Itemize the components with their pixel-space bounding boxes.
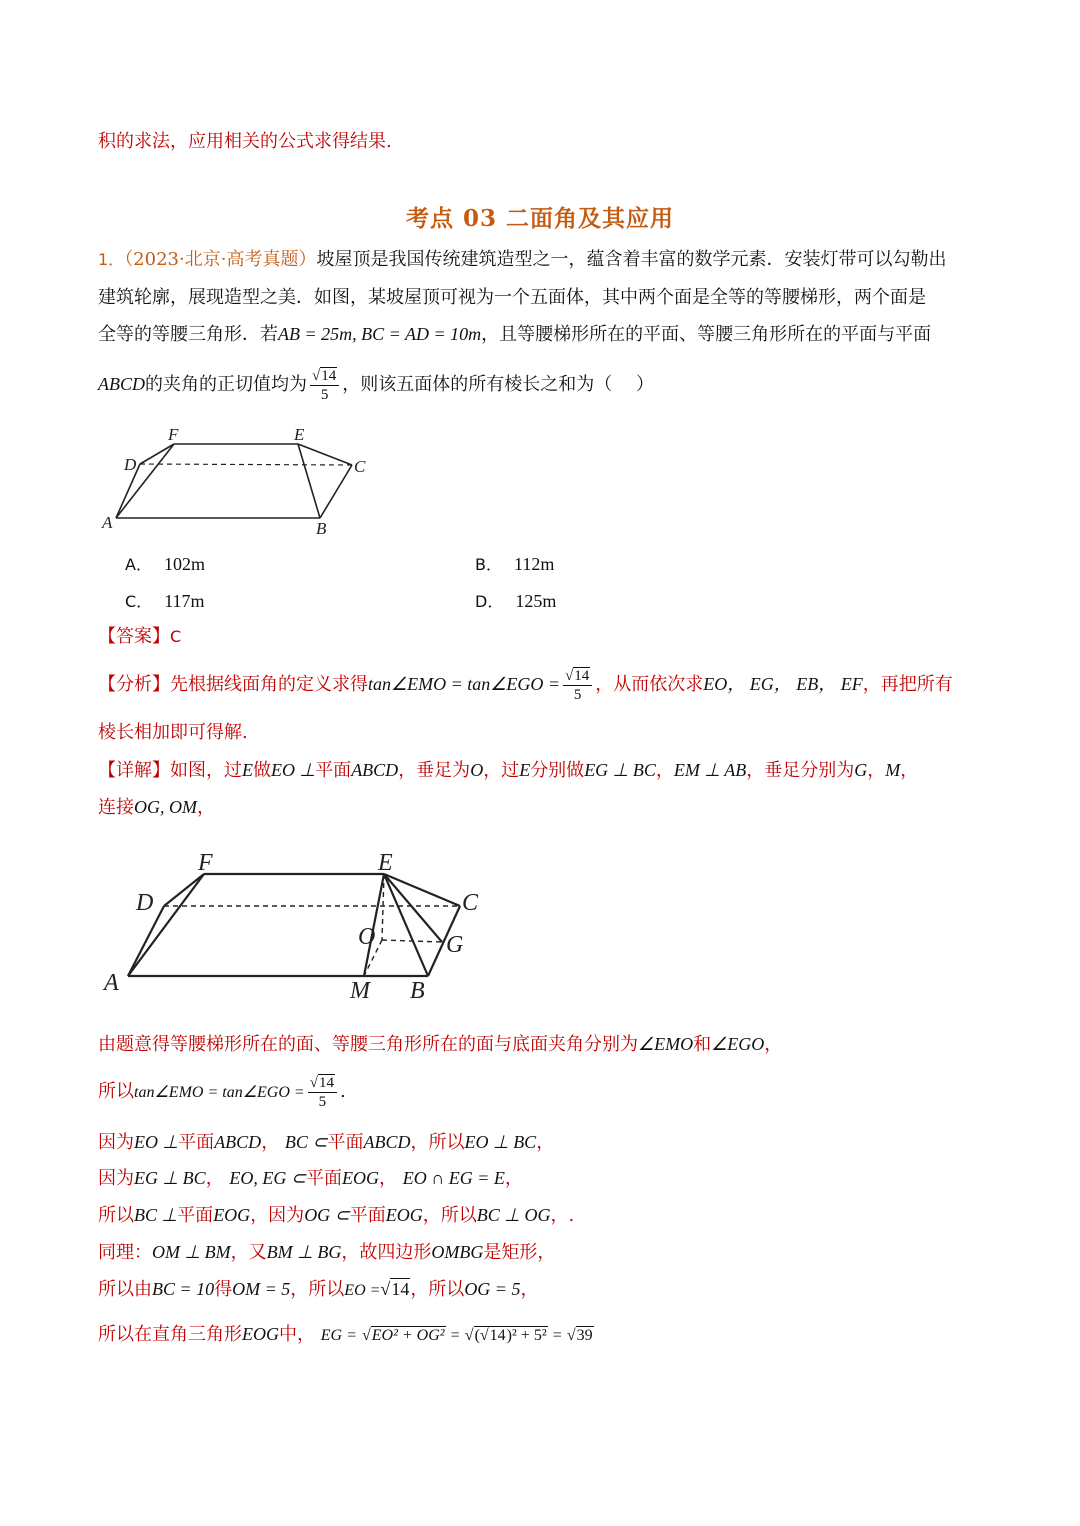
question-text-3a: 全等的等腰三角形．若 xyxy=(98,324,278,345)
detail-line-1-seg-11: EG ⊥ BC xyxy=(584,760,656,780)
fig1-label-B: B xyxy=(316,519,327,538)
solution-line-3-seg-6: 平面 xyxy=(327,1132,364,1153)
detail-line-1-seg-3: EO ⊥ xyxy=(271,760,316,780)
fig1-label-A: A xyxy=(102,513,113,532)
solution-fraction: $\frac{√14}{5}$ xyxy=(308,1074,337,1111)
detail-text-2a: 连接 xyxy=(98,797,134,818)
solution-line-1-content xyxy=(98,1034,782,1055)
detail-line-1-seg-18: ， xyxy=(900,760,919,781)
analysis-fraction: $\frac{√14}{5}$ xyxy=(563,667,592,704)
solution-line-3-content xyxy=(98,1132,554,1153)
detail-line-1-seg-16: ， xyxy=(867,760,886,781)
fig2-label-A: A xyxy=(104,970,119,996)
solution-line-2 xyxy=(98,1072,346,1113)
solution-line-5-seg-4: ，因为 xyxy=(250,1205,305,1226)
solution-line-6-seg-2: ，又 xyxy=(230,1242,267,1263)
solution-text-8b: 中， xyxy=(279,1324,315,1345)
solution-line-6-content xyxy=(98,1242,555,1263)
solution-line-5 xyxy=(98,1203,574,1228)
solution-math-7-2: OM = 5 xyxy=(232,1279,291,1299)
question-math-4: ABCD xyxy=(98,374,145,394)
solution-line-5-seg-3: EOG xyxy=(213,1205,251,1225)
solution-line-6-seg-4: ，故四边形 xyxy=(341,1242,432,1263)
detail-line-1-seg-8: ，过 xyxy=(483,760,520,781)
fig2-label-F: F xyxy=(198,850,213,876)
solution-math-7-4: OG = 5 xyxy=(464,1279,521,1299)
fig1-label-F: F xyxy=(168,425,179,444)
solution-period: . xyxy=(339,1081,346,1102)
fig1-label-C: C xyxy=(354,457,366,476)
solution-line-4 xyxy=(98,1166,523,1191)
detail-line-2 xyxy=(98,795,215,820)
solution-line-4-seg-4: 平面 xyxy=(306,1168,342,1189)
solution-line-4-seg-1: EG ⊥ BC xyxy=(134,1168,206,1188)
solution-line-3 xyxy=(98,1130,554,1155)
question-line-4 xyxy=(98,364,654,405)
analysis-text-b: ，从而依次求 xyxy=(595,674,704,695)
solution-math-7-1: BC = 10 xyxy=(152,1279,215,1299)
solution-line-6-seg-6: 是矩形， xyxy=(483,1242,556,1263)
analysis-line-1 xyxy=(98,664,953,705)
question-source: （2023·北京·高考真题） xyxy=(124,249,317,270)
solution-line-1-seg-0: 由题意得等腰梯形所在的面、等腰三角形所在的面与底面夹角分别为 xyxy=(98,1034,638,1055)
question-text-1: 坡屋顶是我国传统建筑造型之一，蕴含着丰富的数学元素．安装灯带可以勾勒出 xyxy=(316,249,947,270)
analysis-segments: EO， EG， EB， EF xyxy=(703,674,863,694)
solution-eg-formula: EG = √EO² + OG² = √(√14)² + 5² = √39 xyxy=(320,1327,593,1344)
fig2-label-B: B xyxy=(410,978,425,1004)
solution-line-1-seg-3: ∠EGO xyxy=(711,1034,765,1054)
question-text-3b: ，且等腰梯形所在的平面、等腰三角形所在的平面与平面 xyxy=(481,324,932,345)
fig2-label-E: E xyxy=(378,850,393,876)
option-A[interactable]: A． 102m xyxy=(125,554,205,574)
answer-line xyxy=(98,625,181,649)
solution-line-5-seg-6: 平面 xyxy=(349,1205,386,1226)
detail-label: 【详解】 xyxy=(98,760,170,781)
solution-line-5-seg-2: 平面 xyxy=(177,1205,214,1226)
question-text-4a: 的夹角的正切值均为 xyxy=(145,374,307,395)
detail-line-1 xyxy=(98,758,918,783)
solution-line-4-seg-5: EOG xyxy=(342,1168,379,1188)
analysis-tan-expr: tan∠EMO = tan∠EGO = xyxy=(368,674,561,694)
solution-line-7 xyxy=(98,1277,538,1303)
solution-line-4-seg-8: ， xyxy=(504,1168,523,1189)
answer-label: 【答案】 xyxy=(98,626,170,647)
option-D[interactable]: D． 125m xyxy=(475,591,557,611)
solution-text-8a: 所以在直角三角形 xyxy=(98,1324,242,1345)
solution-line-3-seg-1: EO ⊥ xyxy=(134,1132,179,1152)
option-B[interactable]: B． 112m xyxy=(475,554,555,574)
solution-line-5-seg-1: BC ⊥ xyxy=(134,1205,178,1225)
analysis-line-2: 棱长相加即可得解. xyxy=(98,722,248,743)
fig2-label-M: M xyxy=(350,978,370,1004)
solution-line-4-seg-0: 因为 xyxy=(98,1168,134,1189)
detail-line-1-seg-17: M xyxy=(885,760,901,780)
question-line-2: 建筑轮廓，展现造型之美．如图，某坡屋顶可视为一个五面体，其中两个面是全等的等腰梯形，两个面是 xyxy=(98,287,926,308)
solution-text-7d: ，所以 xyxy=(410,1279,465,1300)
previous-analysis-tail: 积的求法，应用相关的公式求得结果. xyxy=(98,131,392,152)
detail-line-1-content xyxy=(170,760,918,781)
detail-line-1-seg-5: ABCD xyxy=(351,760,399,780)
solution-line-3-seg-8: ，所以 xyxy=(410,1132,465,1153)
fig2-label-G: G xyxy=(446,932,464,958)
solution-line-5-seg-0: 所以 xyxy=(98,1205,134,1226)
detail-line-1-seg-4: 平面 xyxy=(315,760,352,781)
question-fraction: $\frac{√14}{5}$ xyxy=(310,367,339,404)
question-line-1 xyxy=(98,248,946,272)
solution-math-8: EOG xyxy=(242,1324,279,1344)
solution-line-3-seg-4: ， xyxy=(261,1132,285,1153)
detail-text-2b: ， xyxy=(197,797,215,818)
fig2-label-D: D xyxy=(136,890,154,916)
detail-line-1-seg-7: O xyxy=(470,760,484,780)
fig1-label-D: D xyxy=(124,455,137,474)
question-line-3 xyxy=(98,322,931,347)
question-number: 1． xyxy=(98,250,125,269)
detail-line-1-seg-12: ， xyxy=(655,760,674,781)
question-text-4b: ，则该五面体的所有棱长之和为（ ） xyxy=(342,374,654,395)
solution-sqrt-14: √14 xyxy=(380,1279,410,1299)
solution-line-1-seg-4: ， xyxy=(764,1034,783,1055)
solution-line-3-seg-3: ABCD xyxy=(214,1132,262,1152)
solution-line-5-seg-5: OG ⊂ xyxy=(304,1205,350,1225)
solution-line-3-seg-10: ， xyxy=(536,1132,555,1153)
option-C[interactable]: C． 117m xyxy=(125,591,205,611)
fig2-label-C: C xyxy=(462,890,479,916)
figure-1-pentahedron xyxy=(98,420,388,545)
solution-line-5-seg-10: ，. xyxy=(550,1205,575,1226)
figure-2-pentahedron-with-construction xyxy=(98,840,518,1010)
solution-line-5-seg-9: BC ⊥ OG xyxy=(476,1205,551,1225)
question-math-3: AB = 25m, BC = AD = 10m xyxy=(278,324,482,344)
solution-text-2a: 所以 xyxy=(98,1081,134,1102)
solution-line-3-seg-7: ABCD xyxy=(363,1132,411,1152)
solution-line-5-seg-8: ，所以 xyxy=(422,1205,477,1226)
solution-line-3-seg-0: 因为 xyxy=(98,1132,134,1153)
solution-line-5-seg-7: EOG xyxy=(385,1205,423,1225)
detail-line-1-seg-6: ，垂足为 xyxy=(398,760,471,781)
detail-line-1-seg-2: 做 xyxy=(253,760,271,781)
solution-line-1-seg-2: 和 xyxy=(693,1034,712,1055)
detail-math-2: OG, OM xyxy=(134,797,197,817)
detail-line-1-seg-9: E xyxy=(519,760,531,780)
solution-line-6-seg-5: OMBG xyxy=(431,1242,484,1262)
analysis-text-a: 先根据线面角的定义求得 xyxy=(170,674,368,695)
solution-line-4-seg-7: EO ∩ EG = E xyxy=(402,1168,505,1188)
solution-line-4-content xyxy=(98,1168,523,1189)
solution-line-6 xyxy=(98,1240,555,1265)
solution-line-8 xyxy=(98,1322,594,1348)
analysis-text-c: ，再把所有 xyxy=(862,674,953,695)
solution-math-7-3: EO = xyxy=(344,1282,381,1299)
detail-line-1-seg-0: 如图，过 xyxy=(170,760,242,781)
detail-line-1-seg-14: ，垂足分别为 xyxy=(746,760,855,781)
solution-line-4-seg-6: ， xyxy=(379,1168,403,1189)
detail-line-1-seg-15: G xyxy=(854,760,868,780)
analysis-label: 【分析】 xyxy=(98,674,170,695)
solution-text-7c: ，所以 xyxy=(290,1279,345,1300)
fig1-label-E: E xyxy=(294,425,305,444)
solution-line-6-seg-3: BM ⊥ BG xyxy=(266,1242,342,1262)
solution-line-6-seg-0: 同理： xyxy=(98,1242,152,1263)
solution-line-3-seg-5: BC ⊂ xyxy=(284,1132,328,1152)
solution-line-3-seg-9: EO ⊥ BC xyxy=(464,1132,537,1152)
solution-line-1 xyxy=(98,1032,782,1057)
answer-value: C xyxy=(170,627,182,646)
solution-text-7b: 得 xyxy=(214,1279,233,1300)
detail-line-1-seg-13: EM ⊥ AB xyxy=(673,760,747,780)
solution-line-3-seg-2: 平面 xyxy=(178,1132,215,1153)
solution-line-4-seg-2: ， xyxy=(205,1168,230,1189)
solution-text-7a: 所以由 xyxy=(98,1279,152,1300)
detail-line-1-seg-1: E xyxy=(242,760,253,780)
solution-line-6-seg-1: OM ⊥ BM xyxy=(152,1242,231,1262)
section-title: 考点 03 二面角及其应用 xyxy=(405,205,675,232)
solution-text-7e: ， xyxy=(520,1279,539,1300)
solution-line-4-seg-3: EO, EG ⊂ xyxy=(229,1168,306,1188)
solution-line-5-content xyxy=(98,1205,574,1226)
solution-line-1-seg-1: ∠EMO xyxy=(638,1034,694,1054)
detail-line-1-seg-10: 分别做 xyxy=(530,760,585,781)
fig2-label-O: O xyxy=(358,924,376,950)
solution-tan-expr: tan∠EMO = tan∠EGO = xyxy=(134,1084,305,1101)
